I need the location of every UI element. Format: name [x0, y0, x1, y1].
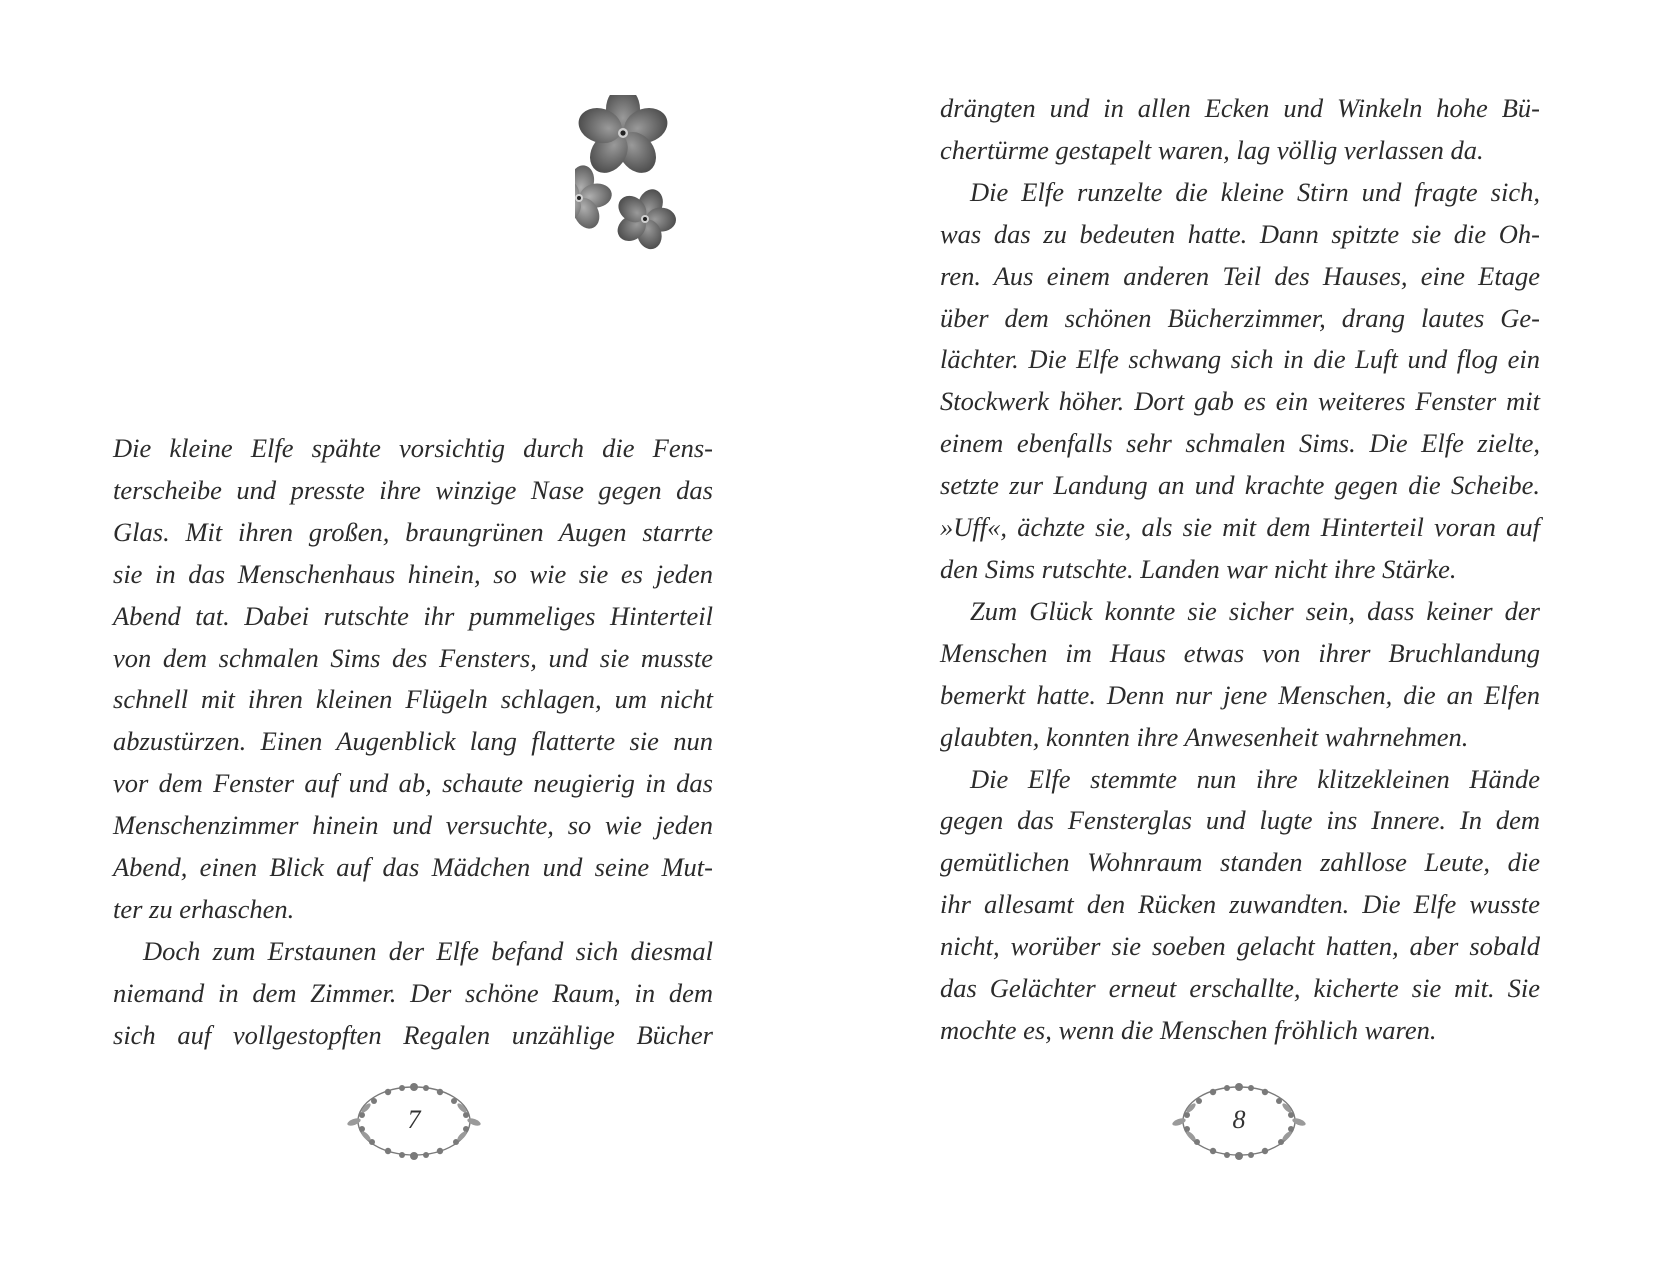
text-line: bemerkt hatte. Denn nur jene Menschen, die an Elfen — [940, 679, 1540, 710]
text-line: glaubten, konnten ihre Anwesenheit wahrnehmen. — [940, 721, 1469, 752]
text-line: setzte zur Landung an und krachte gegen die Scheibe. — [940, 470, 1540, 501]
text-line: von dem schmalen Sims des Fensters, und sie musste — [113, 642, 713, 673]
text-line: nicht, worüber sie soeben gelacht hatten, aber sobald — [940, 931, 1540, 962]
text-line: Menschenzimmer hinein und versuchte, so wie jeden — [113, 810, 713, 841]
text-line: einem ebenfalls sehr schmalen Sims. Die Elfe zielte, — [940, 428, 1540, 459]
page-number-wreath — [1169, 1075, 1309, 1167]
large-flower-icon — [575, 95, 672, 180]
text-line: drängten und in allen Ecken und Winkeln hohe Bü- — [940, 93, 1540, 123]
text-line: terscheibe und presste ihre winzige Nase gegen das — [113, 474, 713, 505]
page-number: 7 — [407, 1105, 421, 1134]
text-line: ihr allesamt den Rücken zuwandten. Die Elfe wusste — [940, 889, 1540, 920]
text-line: »Uff«, ächzte sie, als sie mit dem Hinterteil voran auf — [940, 512, 1540, 543]
left-page-body-text — [113, 428, 713, 1057]
forget-me-not-flowers-illustration — [575, 95, 725, 275]
text-line: vor dem Fenster auf und ab, schaute neugierig in das — [113, 768, 713, 799]
small-flower-icon — [613, 186, 677, 252]
text-line: sich auf vollgestopften Regalen unzählige Bücher — [113, 1019, 713, 1050]
text-line: lächter. Die Elfe schwang sich in die Luft und flog ein — [940, 344, 1540, 375]
text-line: abzustürzen. Einen Augenblick lang flatterte sie nun — [113, 726, 713, 757]
right-page-body-text — [940, 88, 1540, 1052]
text-line: mochte es, wenn die Menschen fröhlich waren. — [940, 1014, 1437, 1045]
text-line: das Gelächter erneut erschallte, kicherte sie mit. Sie — [940, 973, 1540, 1004]
text-line: was das zu bedeuten hatte. Dann spitzte sie die Oh- — [940, 218, 1540, 249]
text-line: Zum Glück konnte sie sicher sein, dass keiner der — [970, 595, 1540, 626]
text-line: gegen das Fensterglas und lugte ins Innere. In dem — [940, 805, 1540, 836]
text-line: Glas. Mit ihren großen, braungrünen Augen starrte — [113, 516, 713, 547]
page-number: 8 — [1232, 1105, 1246, 1134]
text-line: Menschen im Haus etwas von ihrer Bruchlandung — [940, 637, 1540, 668]
text-line: chertürme gestapelt waren, lag völlig verlassen da. — [940, 134, 1484, 165]
text-line: Die Elfe runzelte die kleine Stirn und fragte sich, — [970, 176, 1540, 207]
text-line: sie in das Menschenhaus hinein, so wie sie es jeden — [113, 558, 713, 589]
text-line: über dem schönen Bücherzimmer, drang lautes Ge- — [940, 302, 1540, 333]
text-line: ren. Aus einem anderen Teil des Hauses, eine Etage — [940, 260, 1540, 291]
text-line: Doch zum Erstaunen der Elfe befand sich diesmal — [143, 935, 713, 966]
text-line: gemütlichen Wohnraum standen zahllose Leute, die — [940, 847, 1540, 878]
text-line: ter zu erhaschen. — [113, 893, 295, 924]
small-flower-icon — [575, 163, 613, 233]
text-line: niemand in dem Zimmer. Der schöne Raum, in dem — [113, 977, 713, 1008]
text-line: schnell mit ihren kleinen Flügeln schlagen, um nicht — [113, 684, 713, 715]
text-line: Stockwerk höher. Dort gab es ein weiteres Fenster mit — [940, 386, 1540, 417]
text-line: Die Elfe stemmte nun ihre klitzekleinen Hände — [970, 763, 1540, 794]
text-line: Abend tat. Dabei rutschte ihr pummeliges Hinterteil — [113, 600, 713, 631]
text-line: Die kleine Elfe spähte vorsichtig durch die Fens- — [113, 433, 713, 463]
page-number-wreath — [344, 1075, 484, 1167]
right-page — [827, 0, 1654, 1270]
text-line: Abend, einen Blick auf das Mädchen und seine Mut- — [113, 852, 713, 883]
text-line: den Sims rutschte. Landen war nicht ihre Stärke. — [940, 553, 1457, 584]
